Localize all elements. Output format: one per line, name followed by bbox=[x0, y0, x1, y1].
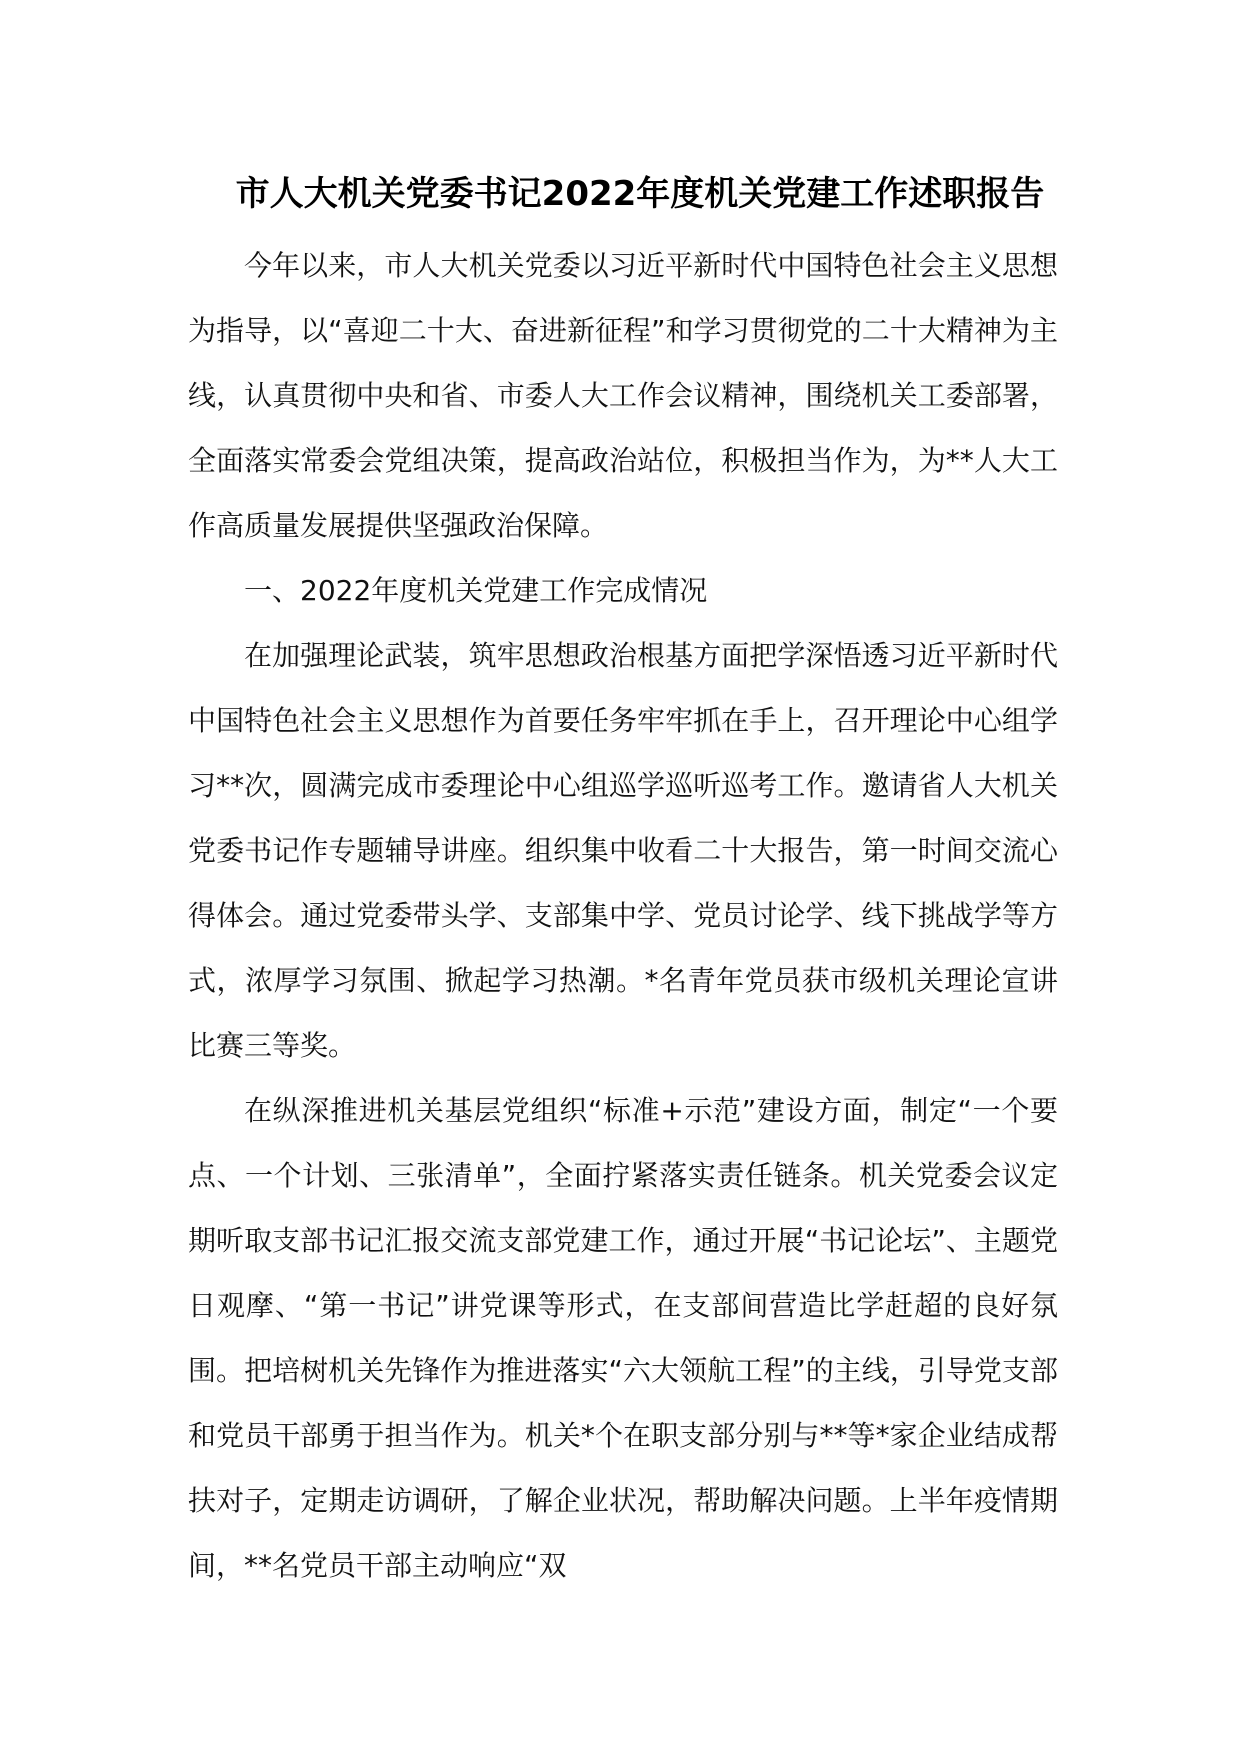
paragraph-intro: 今年以来，市人大机关党委以习近平新时代中国特色社会主义思想为指导，以“喜迎二十大、奋进新征程”和学习贯彻党的二十大精神为主线，认真贯彻中央和省、市委人大工作会议精神，围绕机关工委部署，全面落实常委会党组决策，提高政治站位，积极担当作为，为**人大工作高质量发展提供坚强政治保障。 bbox=[188, 249, 1058, 542]
document-title: 市人大机关党委书记2022年度机关党建工作述职报告 bbox=[235, 174, 1045, 214]
paragraph-organization: 在纵深推进机关基层党组织“标准+示范”建设方面，制定“一个要点、一个计划、三张清单”，全面拧紧落实责任链条。机关党委会议定期听取支部书记汇报交流支部党建工作，通过开展“书记论坛”、主题党日观摩、“第一书记”讲党课等形式，在支部间营造比学赶超的良好氛围。把培树机关先锋作为推进落实“六大领航工程”的主线，引导党支部和党员干部勇于担当作为。机关*个在职支部分别与**等*家企业结成帮扶对子，定期走访调研，了解企业状况，帮助解决问题。上半年疫情期间，**名党员干部主动响应“双 bbox=[188, 1094, 1058, 1582]
section-heading: 一、2022年度机关党建工作完成情况 bbox=[244, 574, 708, 607]
paragraph-theory: 在加强理论武装，筑牢思想政治根基方面把学深悟透习近平新时代中国特色社会主义思想作为首要任务牢牢抓在手上，召开理论中心组学习**次，圆满完成市委理论中心组巡学巡听巡考工作。邀请省人大机关党委书记作专题辅导讲座。组织集中收看二十大报告，第一时间交流心得体会。通过党委带头学、支部集中学、党员讨论学、线下挑战学等方式，浓厚学习氛围、掀起学习热潮。*名青年党员获市级机关理论宣讲比赛三等奖。 bbox=[188, 639, 1058, 1062]
document-body bbox=[188, 233, 1058, 1598]
